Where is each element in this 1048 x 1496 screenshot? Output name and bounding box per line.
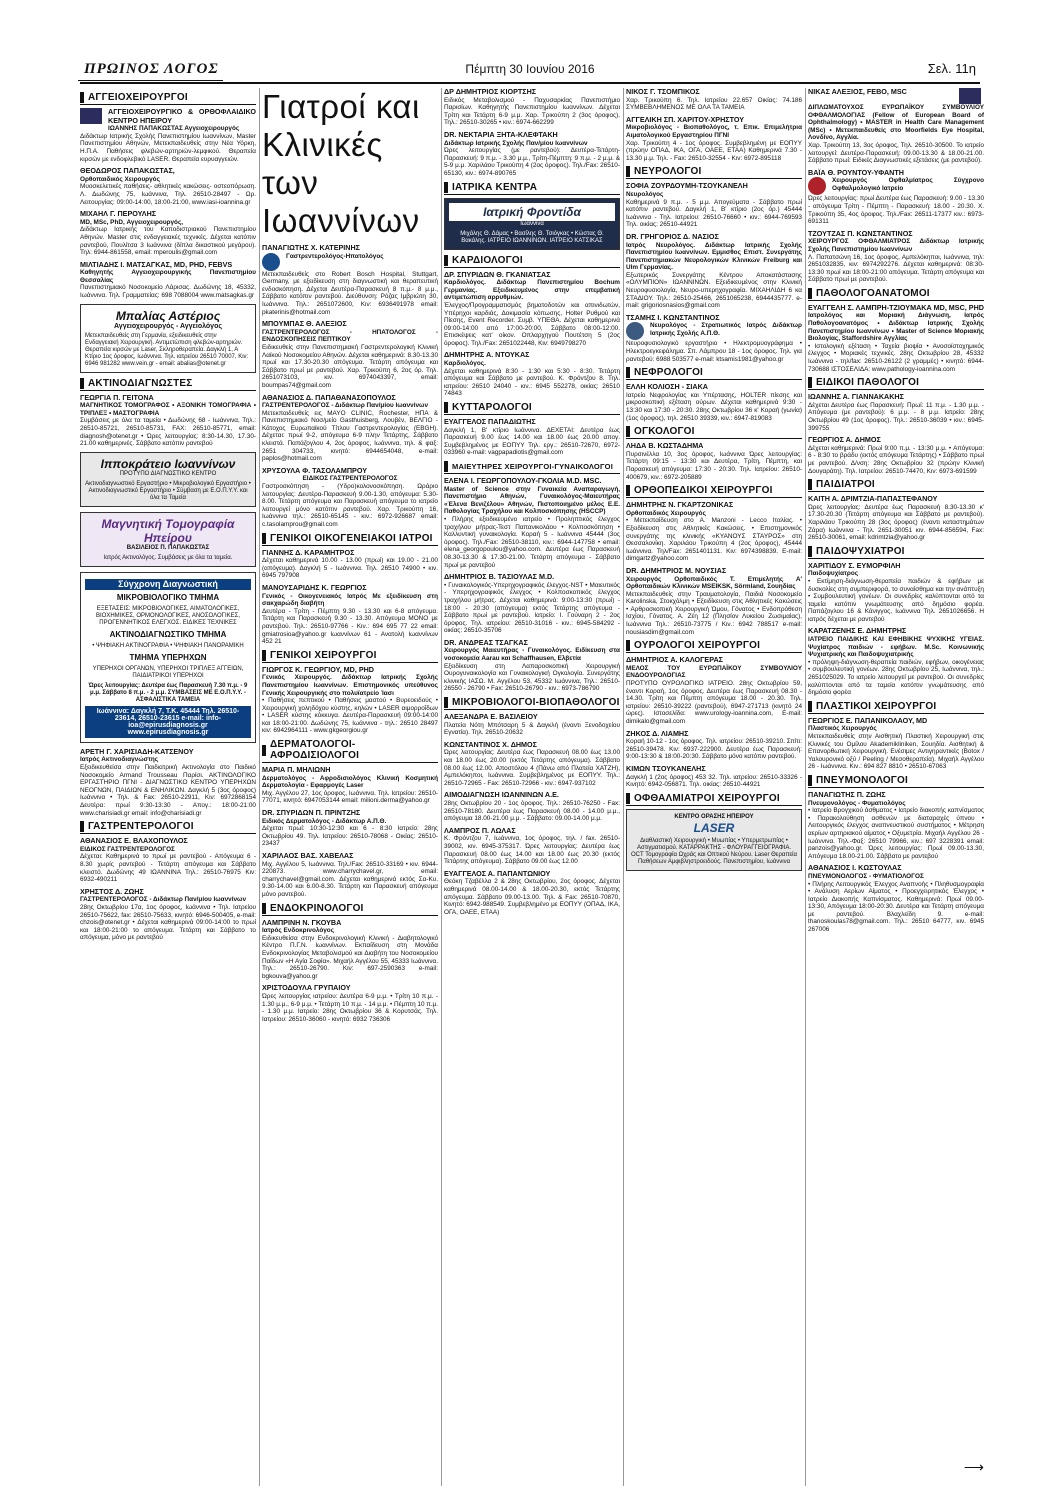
listing: ΜΑΡΙΑ Π. ΜΗΛΙΩΝΗ Δερματολόγος - Αφροδισιολόγος Κλινική Κοσμητική Δερματολογία - Εφαρμογές Laser Μιχ. Αγγέλου 27, 1ος όροφος, Ιωάννινα. Τηλ. Ιατρείου: 26510-77071, κινητό: 6947053144 email: milioni.derma@yahoo.gr: [262, 765, 438, 805]
section-header: ΝΕΥΡΟΛΟΓΟΙ: [626, 166, 802, 179]
section-header: ΜΙΚΡΟΒΙΟΛΟΓΟΙ-ΒΙΟΠΑΘΟΛΟΓΟΙ: [444, 697, 620, 710]
section-marker: [808, 479, 812, 490]
listing: ΧΡΥΣΟΥΛΑ Φ. ΤΑΣΟΛΑΜΠΡΟΥ ΕΙΔΙΚΟΣ ΓΑΣΤΡΕΝΤΕΡΟΛΟΓΟΣ Γαστροσκόπηση - (Υδρο)κολονοσκόπηση. Ωράριο λειτουργίας: Δευτέρα-Παρασκευή 9.00-1.30, απόγευμα: 5.30-8.00. Τετάρτη απόγευμα και Παρασκευή απόγευμα το ιατρείο λειτουργεί μόνο κατόπιν ραντεβού. Χαρ. Τρικούπη 16, Ιωάννινα τηλ.: 26510-65145 - κιν.: 6972-926687 email: c.tasolamprou@gmail.com: [262, 465, 438, 528]
listing: ΒΑΪΑ Θ. ΡΟΥΝΤΟΥ-ΥΦΑΝΤΗ Χειρουργός Οφθαλμίατρος Σύγχρονο Οφθαλμολογικό Ιατρείο Ώρες λειτουργίας: πρωί Δευτέρα έως Παρασκευή: 9.00 - 13.30 - απόγευμα Τρίτη - Πέμπτη - Παρασκευή: 18.00 - 20.30. Χ. Τρικούπη 35, 4ος όροφος. Τηλ./Fax: 26511-17377 κιν.: 6973-691311: [808, 167, 984, 226]
column-2: [262, 88, 438, 1486]
advertisement: Μαγνητική Τομογραφία Ηπείρου ΒΑΣΙΛΕΙΟΣ Π. ΠΑΠΑΚΩΣΤΑΣ Ιατρός Ακτινολόγος. Συμβάσεις με όλα τα ταμεία.: [80, 512, 256, 567]
listing: DR. ΑΝΔΡΕΑΣ ΤΣΑΓΚΑΣ Χειρουργός Μαιευτήρας - Γυναικολόγος. Ειδίκευση στα νοσοκομεία Aarau και Schaffhausen, Ελβετία Εξειδίκευση στη Λαπαροσκοπική Χειρουργική Ουρογυναικολογία και Γυναικολογική Ογκολογία. Συνεργάτης κλινικής ΙΑΣΩ. Μ. Αγγέλου 53, 45332 Ιωάννινα, Τηλ.: 26510-26550 - 26790 • Fax: 26510-26790 - κιν.: 6973-786790: [444, 637, 620, 693]
page-title: Γιατροί και Κλινικές των Ιωαννίνων: [262, 88, 420, 239]
listing: ΔΡ. ΣΠΥΡΙΔΩΝ Θ. ΓΚΑΝΙΑΤΣΑΣ Καρδιολόγος. Διδάκτωρ Πανεπιστημίου Bochum Γερμανίας. Εξειδικευμένος στην επεμβατική αντιμετώπιση αρρυθμιών. Έλεγχος/Προγραμματισμός βηματοδοτών και απινιδωτών, Υπέρηχοι καρδιάς, Δοκιμασία κόπωσης, Holter Ρυθμού και Πίεσης, Event Recorder. Συμβ. ΥΠΕΘΑ. Δέχεται καθημερινά 09:00-14:00 από 17:00-20:00, Σάββατο 08:00-12:00. Επισκέψεις κατ' οίκον. Οπλαρχηγού Πουτέτση 5 (2ος όροφος). Τηλ./Fax: 2651022448, Κιν: 6949798270: [444, 269, 620, 347]
section-header: ΟΦΘΑΛΜΙΑΤΡΟΙ ΧΕΙΡΟΥΡΓΟΙ: [626, 793, 802, 806]
section-header: ΓΑΣΤΡΕΝΤΕΡΟΛΟΓΟΙ: [80, 821, 256, 834]
section-marker: [626, 367, 630, 378]
section-marker: [626, 166, 630, 177]
section-marker: [262, 533, 266, 544]
listing: ΓΕΩΡΓΙΑ Π. ΓΕΙΤΟΝΑ ΜΑΓΝΗΤΙΚΟΣ ΤΟΜΟΓΡΑΦΟΣ • ΑΞΟΝΙΚΗ ΤΟΜΟΓΡΑΦΙΑ • ΤΡΙΠΛΕΞ • ΜΑΣΤΟΓΡΑΦΙΑ Συμβάσεις με όλα τα ταμεία • Δωδώνης 68 - Ιωάννινα, Τηλ.: 26510-85721, 26510-85731, FAX: 26510-85771, email: diagnosh@otenet.gr • Ώρες λειτουργίας: 8:30-14.30, 17.30-21.00 καθημερινές. Σάββατο κατόπιν ραντεβού: [80, 392, 256, 448]
advertisement: Σύγχρονη Διαγνωστική ΜΙΚΡΟΒΙΟΛΟΓΙΚΟ ΤΜΗΜΑ ΕΞΕΤΑΣΕΙΣ: ΜΙΚΡΟΒΙΟΛΟΓΙΚΕΣ, ΑΙΜΑΤΟΛΟΓΙΚΕΣ, ΒΙΟΧΗΜΙΚΕΣ, ΟΡΜΟΝΟΛΟΓΙΚΕΣ, ΑΝΟΣΟΛΟΓΙΚΕΣ, ΠΡΟΓΕΝΝΗΤΙΚΟΣ ΕΛΕΓΧΟΣ. ΕΙΔΙΚΕΣ ΤΕΧΝΙΚΕΣ ΑΚΤΙΝΟΔΙΑΓΝΩΣΤΙΚΟ ΤΜΗΜΑ • ΨΗΦΙΑΚΗ ΑΚΤΙΝΟΓΡΑΦΙΑ • ΨΗΦΙΑΚΗ ΠΑΝΟΡΑΜΙΚΗ ΤΜΗΜΑ ΥΠΕΡΗΧΩΝ ΥΠΕΡΗΧΟΙ ΟΡΓΑΝΩΝ, ΥΠΕΡΗΧΟΙ ΤΡΙΠΛΕΞ ΑΓΓΕΙΩΝ, ΠΑΙΔΙΑΤΡΙΚΟΙ ΥΠΕΡΗΧΟΙ Ώρες λειτουργίας: Δευτέρα έως Παρασκευή 7.30 π.μ. - 9 μ.μ. Σάββατο 8 π.μ. - 2 μ.μ. ΣΥΜΒΑΣΕΙΣ ΜΕ Ε.Ο.Π.Υ.Υ. - ΑΣΦΑΛΙΣΤΙΚΑ ΤΑΜΕΙΑ Ιωάννινα: Δαγκλή 7, Τ.Κ. 45444 Τηλ. 26510-23614, 26510-23615 e-mail: info-ioa@epirusdiagnosis.gr www.epirusdiagnosis.gr: [80, 572, 256, 743]
listing: ΠΑΝΑΓΙΩΤΗΣ Χ. ΚΑΤΕΡΙΝΗΣ Γαστρεντερολόγος-Ηπατολόγος Μετεκπαιδευθείς στο Robert Bosch Hospital, Stuttgart, Germany, με εξειδίκευση στη διαγνωστική και θεραπευτική ενδοσκόπηση. Δέχεται Δευτέρα-Παρασκευή 8 π.μ.- 8 μ.μ., Σάββατο κατόπιν ραντεβού. Διεύθυνση: Ρόζας Ιμβριώτη 30, Ιωάννινα. Τηλ.: 2651072600, Κιν: 6936491978 email: pkaterinis@hotmail.com: [262, 243, 438, 316]
section-marker: [80, 378, 84, 389]
section-header: ΕΙΔΙΚΟΙ ΠΑΘΟΛΟΓΟΙ: [808, 377, 984, 390]
section-marker: [808, 377, 812, 388]
column-divider: [259, 88, 260, 1486]
listing: ΚΩΝΣΤΑΝΤΙΝΟΣ Χ. ΔΗΜΟΣ Ώρες λειτουργίας: Δευτέρα έως Παρασκευή 08.00 έως 13.00 και 18.00 έως 20.00 (εκτός Τετάρτης απόγευμα). Σάββατο 08.00 έως 12.00. Αποστόλου 4 (Πάνω από Πλατεία ΧΑΤΖΗ), Αμπελόκηποι, Ιωάννινα. Συμβεβλημένος με ΕΟΠΥΥ. Τηλ.: 26510-72965 - Fax: 26510-72966 - κιν.: 6947-937102: [444, 739, 620, 787]
section-marker: [444, 182, 448, 193]
section-header: ΓΕΝΙΚΟΙ ΧΕΙΡΟΥΡΓΟΙ: [262, 650, 438, 663]
section-header: ΠΝΕΥΜΟΝΟΛΟΓΟΙ: [808, 775, 984, 788]
newspaper-title: ΠΡΩΙΝΟΣ ΛΟΓΟΣ: [84, 61, 219, 77]
listing: ΑΘΑΝΑΣΙΟΣ Ι. ΚΩΣΤΟΥΛΑΣ ΠΝΕΥΜΟΝΟΛΟΓΟΣ - ΦΥΜΑΤΙΟΛΟΓΟΣ • Πλήρης Λειτουργικός Έλεγχος Αναπνοής • Πληθυσμογραφία • Ανάλυση Αερίων Αίματος • Προεγχειρητικός Έλεγχος • Ιατρείο Διακοπής Καπνίσματος. Καθημερινά: Πρωί 09.00-13:30, Απόγευμα 18:00-20:30. Δευτέρα και Τετάρτη απόγευμα με ραντεβού. Βλαχλείδη 9. e-mail: thanoskoulas78@gmail.com. Τηλ.: 26510 64777, κιν. 6945 267006: [808, 863, 984, 934]
listing: ΔΗΜΗΤΡΗΣ Α. ΝΤΟΥΚΑΣ Καρδιολόγος. Δέχεται καθημερινά 8:30 - 1:30 και 5:30 - 8:30. Τετάρτη απόγευμα και Σάββατο με ραντεβού. Κ. Φρόντζου 8. Τηλ. ιατρείου: 26510 24040 - κιν.: 6945 552278, οικίας: 26510 74843: [444, 350, 620, 398]
listing: ΕΥΑΓΓΕΛΟΣ ΠΑΠΑΔΙΩΤΗΣ Δαγκλή 1, Β' κτίριο Ιωάννινα. ΔΕΧΕΤΑΙ: Δευτέρα έως Παρασκευή 9.00 έως 14.00 και 18.00 έως 20.00 απογ. Συμβεβλημένος με ΕΟΠΥΥ Τηλ. εργ.: 26510-72670, 6972-033960 e-mail: vagpapadiotis@gmail.com: [444, 417, 620, 457]
page-number: Σελ. 11η: [927, 61, 976, 76]
listing: ΕΥΑΓΓΕΛΟΣ Α. ΠΑΠΑΝΤΩΝΙΟΥ Θεόκη Τζαβέλλα 2 & 28ης Οκτωβρίου, 2ος όροφος. Δέχεται καθημερινά 08.00-14.00 & 18.00-20.30, εκτός Τετάρτης απόγευμα. Σάββατο 09.00-13.00. Τηλ. & Fax: 26510-70870, Κινητό: 6942-988549. Συμβεβλημένο με ΕΟΠΥΥ (ΟΠΑΔ, ΙΚΑ, ΟΓΑ, ΟΑΕΕ, ΕΤΑΑ): [444, 868, 620, 916]
section-header: ΔΕΡΜΑΤΟΛΟΓΟΙ-ΑΦΡΟΔΙΣΙΟΛΟΓΟΙ: [262, 739, 438, 763]
listing: ΧΑΡΙΛΑΟΣ ΒΑΣ. ΧΑΒΕΛΑΣ Μιχ. Αγγέλου 5, Ιωάννινα. Τηλ./Fax: 26510-33169 • κιν. 6944-220873. www.charrychavel.gr, email: charrychavel@gmail.com. Δέχεται καθημερινά εκτός Σα-Κυ. 9.30-14.00 και 6.00-8.30. Τετάρτη και Παρασκευή απόγευμα μόνο ραντεβού.: [262, 851, 438, 898]
section-marker: [80, 821, 84, 832]
section-header: ΑΓΓΕΙΟΧΕΙΡΟΥΡΓΟΙ: [80, 92, 256, 105]
section-header: ΓΕΝΙΚΟΙ ΟΙΚΟΓΕΝΕΙΑΚΟΙ ΙΑΤΡΟΙ: [262, 533, 438, 546]
section-header: ΝΕΦΡΟΛΟΓΟΙ: [626, 367, 802, 380]
page-header: [80, 58, 980, 84]
section-marker: [626, 793, 630, 804]
listing: ΕΥΑΓΓΕΛΗ Σ. ΛΑΜΠΡΗ-ΤΖΙΟΥΜΑΚΑ MD, MSC, PHD Ιατρολόγος και Μοριακή Διάγνωση, Ιατρός Παθολογοανατόμος • Διδάκτωρ Ιατρικής Σχολής Πανεπιστημίου Ιωαννίνων • Master of Science Μοριακής Βιολογίας, Staffordshire Αγγλίας • Ιστολογική εξέταση • Ταχεία βιοψία • Ανοσοϊστοχημικός έλεγχος • Μοριακές τεχνικές. 28ης Οκτωβρίου 28, 45332 Ιωάννινα - τηλ/fax: 26510-26122 (2 γραμμές) • κινητό: 6944-730688 ΙΣΤΟΣΕΛΙΔΑ: www.pathology-ioannina.com: [808, 302, 984, 373]
listing: ΔΡ ΔΗΜΗΤΡΙΟΣ ΚΙΟΡΤΣΗΣ Ειδικός Μεταβολισμού - Παχυσαρκίας Πανεπιστήμιο Παρισίων. Καθηγητής Πανεπιστημίου Ιωαννίνων. Δέχεται Τρίτη και Τετάρτη 6-9 μ.μ. Χαρ. Τρικούπη 2 (3ος όροφος). Τηλ.: 26510-30265 • κιν.: 6974-662299: [444, 88, 620, 127]
listing: ΛΑΜΠΡΙΝΗ Ν. ΓΚΟΥΒΑ Ιατρός Ενδοκρινολόγος Ειδικευθείσα στην Ενδοκρινολογική Κλινική - Διαβητολογικό Κέντρο Π.Γ.Ν. Ιωαννίνων. Εκπαίδευση στη Μονάδα Ενδοκρινολογίας Μεταβολισμού και Διαβήτη του Νοσοκομείου Παίδων «Η Αγία Σοφία». Μιχαήλ Αγγέλου 55, 45333 Ιωάννινα. Τηλ.: 26510-26790. Κιν: 697-2590363 e-mail: bgkouva@yahoo.gr: [262, 917, 438, 980]
section-marker: [808, 546, 812, 557]
listing: ΑΓΓΕΙΟΧΕΙΡΟΥΡΓΙΚΟ & ΟΡΘΟΦΛΑΙΔΙΚΟ ΚΕΝΤΡΟ ΗΠΕΙΡΟΥ ΙΩΑΝΝΗΣ ΠΑΠΑΚΩΣΤΑΣ Αγγειοχειρουργός Διδάκτωρ Ιατρικής Σχολής Πανεπιστημίου Ιωαννίνων, Master Πανεπιστημίου Αθηνών, Μετεκπαιδευθείς στην Νέα Υόρκη, Η.Π.Α. Παθήσεις φλεβών-αρτηριών-λεμφικού. Θεραπεία κιρσών με ενδοφλεβικό LASER. Θεραπεία ευρυαγγειών.: [80, 107, 256, 163]
column-divider: [805, 88, 806, 1486]
section-marker: [626, 640, 630, 651]
listing: ΕΛΕΝΑ Ι. ΓΕΩΡΓΟΠΟΥΛΟΥ-ΓΚΟΛΙΑ M.D. MSC. Master of Science στην Γυναικεία Αναπαραγωγή, Πανεπιστήμιο Αθηνών, Γυναικολόγος-Μαιευτήρας «Έλενα Βενιζέλου» Αθηνών, Πιστοποιημένο μέλος Ε.Ε. Παθολογίας Τραχήλου και Κολποσκόπησης (HSCCP) • Πλήρης εξειδικευμένο ιατρείο • Προληπτικός έλεγχος τραχήλου μήτρας-Τεστ Παπανικολάου • Κολποσκόπηση • Καλλυντική γυναικολογία. Κοραή 5 - Ιωάννινα 45444 (3ος όροφος). Τηλ./Fax: 26510-38110, κιν.: 6944-147758 • email: elena_georgopoulou@yahoo.com. Δευτέρα έως Παρασκευή 08.30-13.30 & 17.30-21.00. Τετάρτη απόγευμα - Σάββατο πρωί με ραντεβού: [444, 476, 620, 569]
section-marker: [80, 92, 84, 103]
section-marker: [444, 255, 448, 266]
section-marker: [808, 775, 812, 786]
listing: ΧΡΗΣΤΟΣ Δ. ΖΩΗΣ ΓΑΣΤΡΕΝΤΕΡΟΛΟΓΟΣ - Διδάκτωρ Παν/μίου Ιωαννίνων 28ης Οκτωβρίου 17α, 1ος όροφος, Ιωάννινα • Τηλ. Ιατρείου 26510-75622, fax: 26510-75633, κινητό: 6946-500405, e-mail: chzois@otenet.gr • Δέχεται καθημερινά 09:00-14:00 το πρωί και 18:00-21:00 το απόγευμα. Τετάρτη και Σάββατο το απόγευμα, μόνο με ραντεβού: [80, 886, 256, 942]
advertisement: Μπαλίας Αστέριος Αγγειοχειρουργός - Αγγειολόγος Μετεκπαιδευθείς στη Γερμανία, εξειδικευθείς στην Ενδαγγειακή Χειρουργική. Αντιμετώπιση φλεβών-αρτηριών. Θεραπεία κιρσών με Laser, Σκληροθεραπεία. Δαγκλή 1, Α Κτίριο 1ος όροφος, Ιωάννινα. Τηλ. ιατρείου 26510 70007, Κιν: 6946 981282 www.vein.gr - email: abalias@otenet.gr: [80, 304, 256, 373]
section-marker: [444, 402, 448, 413]
section-header: ΚΑΡΔΙΟΛΟΓΟΙ: [444, 255, 620, 268]
listing: ΜΑΝΟΥΣΑΡΙΔΗΣ Κ. ΓΕΩΡΓΙΟΣ Γενικός - Οικογενειακός Ιατρός Με εξειδίκευση στη σακχαρώδη διαβήτη Δευτέρα - Τρίτη - Πέμπτη 9.30 - 13.30 και 6-8 απόγευμα. Τετάρτη και Παρασκευή 9.30 - 13.30. Απόγευμα ΜΟΝΟ με ραντεβού. Τηλ.: 26510-97766 - Κιν.: 694 695 77 22 email: gmiatrosioa@yahoo.gr Ιωαννίνων 61 - Ανατολή Ιωαννίνων 452 21: [262, 582, 438, 646]
listing: ΑΙΜΟΔΙΑΓΝΩΣΗ ΙΩΑΝΝΙΝΩΝ Α.Ε. 28ης Οκτωβρίου 20 - 1ος όροφος. Τηλ.: 26510-76250 - Fax: 26510-78180. Δευτέρα έως Παρασκευή 08.00 - 14.00 μ.μ., απόγευμα 18.00-21.00 μ.μ. - Σάββατο: 09.00-14.00 μ.μ.: [444, 790, 620, 823]
section-marker: [808, 701, 812, 712]
listing: ΘΕΟΔΩΡΟΣ ΠΑΠΑΚΩΣΤΑΣ, Ορθοπαιδικός Χειρουργός Μυοσκελετικές παθήσεις- αθλητικές κακώσεις- οστεοπόρωση. Λ. Δωδώνης 75, Ιωάννινα, Τηλ. 26510-28497 - Ωρ. Λειτουργίας: 09:00-14:00, 18:00-21:00, www.iasi-ioannina.gr: [80, 166, 256, 206]
issue-date: Πέμπτη 30 Ιουνίου 2016: [465, 62, 595, 76]
section-header: ΚΥΤΤΑΡΟΛΟΓΟΙ: [444, 402, 620, 415]
section-header: ΙΑΤΡΙΚΑ ΚΕΝΤΡΑ: [444, 182, 620, 195]
listing: ΚΙΜΩΝ ΤΣΟΥΚΑΝΕΛΗΣ Δαγκλή 1 (2ος όροφος) 453 32. Τηλ. ιατρείου: 26510-33326 - Κινητό: 6942-056871. Τηλ. οικίας: 26510-44921: [626, 763, 802, 789]
listing: ΛΑΜΠΡΟΣ Π. ΛΩΛΑΣ Κ. Φρόντζου 7, Ιωάννινα, 1ος όροφος, τηλ. / fax. 26510-39002, κιν. 6945-375317. Ώρες λειτουργίας: Δευτέρα έως Παρασκευή 08.00 έως 14.00 και 18.00 έως 20.30 (εκτός Τετάρτης απόγευμα). Σάββατο 09.00 έως 12.00: [444, 825, 620, 866]
listing: ΝΙΚΑΣ ΑΛΕΞΙΟΣ, FEBO, MSC ΔΙΠΛΩΜΑΤΟΥΧΟΣ ΕΥΡΩΠΑΪΚΟΥ ΣΥΜΒΟΥΛΙΟΥ ΟΦΘΑΛΜΟΛΟΓΙΑΣ (Fellow of European Board of Ophthalmology) • MASTER in Health Care Management (MSc) • Μετεκπαιδευθείς στο Moorfields Eye Hospital, Λονδίνο, Αγγλία. Χαρ. Τρικούπη 13, 3ος όροφος, Τηλ. 26510-30500. Το ιατρείο λειτουργεί: Δευτέρα-Παρασκευή: 09.00-13.30 & 18.00-21.00. Σάββατο πρωί: Ειδικές Διαγνωστικές εξετάσεις (με ραντεβού).: [808, 88, 984, 165]
section-marker: [626, 485, 630, 496]
listing: ΓΕΩΡΓΙΟΣ Ε. ΠΑΠΑΝΙΚΟΛΑΟΥ, MD Πλαστικός Χειρουργός Μετεκπαιδευθείς στην Αισθητική Πλαστική Χειρουργική στις Κλινικές του Ομίλου Akademikliniken, Σουηδία. Αισθητική & Επανορθωτική Χειρουργική. Ενέσιμες Αντιγηραντικές (Botox / Υαλουρονικό οξύ / Peeling / Μεσοθεραπεία). Μιχαήλ Αγγέλου 26 - Ιωάννινα. Κιν.: 694 827 8810 • 26510-67063: [808, 715, 984, 771]
listing: ΤΖΟΥΤΖΑΣ Π. ΚΩΝΣΤΑΝΤΙΝΟΣ ΧΕΙΡΟΥΡΓΟΣ ΟΦΘΑΛΜΙΑΤΡΟΣ Διδάκτωρ Ιατρικής Σχολής Πανεπιστημίου Ιωαννίνων Λ. Παπατσώνη 16, 1ος όροφος, Αμπελόκηποι, Ιωάννινα, τηλ: 2651032835, κιν: 6974292276. Δέχεται καθημερινά: 08:30-13:30 πρωί και 18:00-21:00 απόγευμα. Τετάρτη απόγευμα και Σάββατο πρωί με ραντεβού.: [808, 228, 984, 284]
clinic-logo-icon: [80, 108, 102, 124]
listing: ΤΣΑΜΗΣ Ι. ΚΩΝΣΤΑΝΤΙΝΟΣ Νευρολόγος - Στρατιωτικός Ιατρός Διδάκτωρ Ιατρικής Σχολής Α.Π.Θ. Νευροφυσιολογικό εργαστήριο • Ηλεκτρομυογράφημα • Ηλεκτροεγκεφάλημα. Σπ. Λάμπρου 18 - 1ος όροφος. Τηλ. για ραντεβού: 6988 503577 e-mail: ktsamis1981@yahoo.gr: [626, 312, 802, 363]
section-header: ΟΥΡΟΛΟΓΟΙ ΧΕΙΡΟΥΡΓΟΙ: [626, 640, 802, 653]
section-header: ΑΚΤΙΝΟΔΙΑΓΝΩΣΤΕΣ: [80, 378, 256, 391]
section-header: ΕΝΔΟΚΡΙΝΟΛΟΓΟΙ: [262, 903, 438, 916]
listing: ΑΓΓΕΛΙΚΗ ΣΠ. ΧΑΡΙΤΟΥ-ΧΡΗΣΤΟΥ Μικροβιολόγος - Βιοπαθολόγος, τ. Επικ. Επιμελήτρια Αιματολογικού Εργαστηρίου ΠΓΝΙ Χαρ. Τρικούπη 4 - 1ος όροφος. Συμβεβλημένη με ΕΟΠΥΥ (πρώην ΟΠΑΔ, ΙΚΑ, ΟΓΑ, ΟΑΕΕ, ΕΤΑΑ) Καθημερινά 7.30 - 13.30 μ.μ. Τηλ. - Fax: 26510-32554 - Κιν: 6972-895118: [626, 114, 802, 162]
neurology-logo-icon: [626, 322, 644, 340]
section-header: ΜΑΙΕΥΤΗΡΕΣ ΧΕΙΡΟΥΡΓΟΙ-ΓΥΝΑΙΚΟΛΟΓΟΙ: [444, 461, 620, 474]
section-header: ΠΛΑΣΤΙΚΟΙ ΧΕΙΡΟΥΡΓΟΙ: [808, 701, 984, 714]
clinic-logo-icon: [262, 253, 280, 271]
listing: ΜΙΛΤΙΑΔΗΣ Ι. ΜΑΤΣΑΓΚΑΣ, MD, PHD, FEBVS Καθηγητής Αγγειοχειρουργικής Πανεπιστημίου Θεσσαλίας Πανεπιστημιακό Νοσοκομείο Λάρισας. Δωδώνης 18, 45332, Ιωάννινα. Τηλ. Γραμματείας: 698 7088004 www.matsagkas.gr: [80, 259, 256, 300]
section-marker: [626, 426, 630, 437]
listing: DR. ΓΡΗΓΟΡΙΟΣ Δ. ΝΑΣΙΟΣ Ιατρός Νευρολόγος. Διδάκτωρ Ιατρικής Σχολής Πανεπιστημίου Ιωαννίνων. Εμμισθος Επιστ. Συνεργάτης Πανεπιστημιακών Νευρολογικών Κλινικών Freiburg και Ulm Γερμανίας. Εξωτερικός Συνεργάτης Κέντρου Αποκατάστασης «ΟΛΥΜΠΙΟΝ» ΙΩΑΝΝΙΝΩΝ. Εξειδικευμένος στην Κλινική Νευροφυσιολογία, Νευρο-υπερηχογραφία. ΜΙΧΑΗΛΙΔΗ 6 κα ΣΤΑΔΙΟΥ. Τηλ.: 26510-25466, 2651065238, 6944435777. e-mail: grigoriosnasios@gmail.com: [626, 231, 802, 310]
listing: ΓΕΩΡΓΙΟΣ Α. ΔΗΜΟΣ Δέχεται καθημερινά: Πρωί 9:00 π.μ. - 13:30 μ.μ. • Απόγευμα: 6 - 8:30 το βράδυ (εκτός απόγευμα Τετάρτης) • Σάββατο πρωί με ραντεβού. Δ/νση: 28ης Οκτωβρίου 32 (πρώην Κλινική Δουγαράτη). Τηλ. Ιατρείου: 26510-74470, Κιν: 6973-691599: [808, 435, 984, 475]
listing: ΓΙΑΝΝΗΣ Δ. ΚΑΡΑΜΗΤΡΟΣ Δέχεται καθημερινά 10.00 - 13.00 (πρωί) και 19.00 - 21.00 (απόγευμα). Δαγκλή 5 - Ιωάννινα. Τηλ. 26510 74900 • κιν. 6945 797908: [262, 547, 438, 580]
column-divider: [623, 88, 624, 1486]
listing: ΑΘΑΝΑΣΙΟΣ Ε. ΒΛΑΧΟΠΟΥΛΟΣ ΕΙΔΙΚΟΣ ΓΑΣΤΡΕΝΤΕΡΟΛΟΓΟΣ Δέχεται: Καθημερινά το πρωί με ραντεβού - Απόγευμα 6 - 8.30 χωρίς ραντεβού - Τετάρτη απόγευμα και Σάββατο κλειστό. Δωδώνης 49 ΙΩΑΝΝΙΝΑ Τηλ.: 26510-76975 Κιν: 6932-490211: [80, 836, 256, 884]
section-header: ΟΓΚΟΛΟΓΟΙ: [626, 426, 802, 439]
eye-logo-icon: [808, 177, 826, 195]
section-header: ΟΡΘΟΠΕΔΙΚΟΙ ΧΕΙΡΟΥΡΓΟΙ: [626, 485, 802, 498]
listing: DR. ΔΗΜΗΤΡΙΟΣ Μ. ΝΟΥΣΙΑΣ Χειρουργός Ορθοπαιδικός Τ. Επιμελητής Α' Ορθοπαιδικών Κλινικών MSEIKSK, Sörmland, Σουηδίας Μετεκπαιδευθείς στην Τραυματολογία, Παιδιά Νοσοκομείο Karolinska, Στοκχόλμη • Εξειδίκευση στις Αθλητικές Κακώσεις • Αρθροσκοπική Χειρουργική Ώμου, Γόνατος • Ενδοπρόθεση Ισχίου, Γόνατος. Α. Ζέη 12 (Πλησίον Λυκείου Ζωσιμαίας), Ιωάννινα Τηλ.: 26510-73775 / Κιν.: 6942 788517 e-mail: nousiasdim@gmail.com: [626, 565, 802, 636]
listing: ΑΛΕΞΑΝΔΡΑ Ε. ΒΑΣΙΛΕΙΟΥ Πλατεία Νότη Μπότσαρη 5 & Δαγκλή (έναντι Ξενοδοχείου Εγνατία). Τηλ. 26510-20632: [444, 712, 620, 737]
listing: ΛΗΔΑ Β. ΚΩΣΤΑΔΗΜΑ Πυρσινέλλα 10, 3ος όροφος, Ιωάννινα Ώρες λειτουργίας: Τετάρτη 09:15 - 13:30 και Δευτέρα, Τρίτη, Πέμπτη, και Παρασκευή απόγευμα: 17:30 - 20:30. Τηλ. Ιατρείου: 26510-400679, κιν.: 6972-205889: [626, 441, 802, 481]
listing: ΜΠΟΥΜΠΑΣ Θ. ΑΛΕΞΙΟΣ ΓΑΣΤΡΕΝΤΕΡΟΛΟΓΟΣ - ΗΠΑΤΟΛΟΓΟΣ - ΕΝΔΟΣΚΟΠΗΣΕΙΣ ΠΕΠΤΙΚΟΥ Ειδικευθείς στην Πανεπιστημιακή Γαστρεντερολογική Κλινική Λαϊκού Νοσοκομείου Αθηνών. Δέχεται καθημερινά: 8.30-13.30 πρωί και 17.30-20.30 απόγευμα. Τετάρτη απόγευμα και Σάββατο πρωί με ραντεβού. Χαρ. Τρικούπη 6, 2ος όρ. Τηλ. 2651073103, κιν. 6974043397, email: boumpas74@gmail.com: [262, 319, 438, 389]
listing: ΚΑΙΤΗ Α. ΔΡΙΜΤΖΙΑ-ΠΑΠΑΣΤΕΦΑΝΟΥ Ώρες λειτουργίας: Δευτέρα έως Παρασκευή 8.30-13.30 κ' 17.30-20.30 (Τετάρτη απόγευμα και Σάββατο με ραντεβού). Χαριλάου Τρικούπη 28 (3ος όροφος) (έναντι καταστημάτων Ζάρα) Ιωάννινα - Τηλ. 2651-30051 κιν. 6944-856594, Fax: 26510-30061, email: kdrimtzia@yahoo.gr: [808, 494, 984, 542]
section-marker: [262, 650, 266, 661]
section-marker: [444, 461, 448, 472]
listing: ΠΑΝΑΓΙΩΤΗΣ Π. ΖΩΗΣ Πνευμονολόγος - Φυματιολόγος • Ιατρείο Βρογχικού άσθματος • Ιατρείο διακοπής καπνίσματος • Παρακολούθηση ασθενών με διαταραχές ύπνου • Λειτουργικός έλεγχος αναπνευστικού συστήματος • Μέτρηση αερίων αρτηριακού αίματος • Οξυμετρία. Μιχαήλ Αγγέλου 26 - Ιωάννινα. Τηλ.-Φαξ: 26510 79966, κιν.: 697 3228391 email: panzois@yahoo.gr. Ώρες λειτουργίας: Πρωί 09.00-13.30, Απόγευμα 18.00-21.00. Σάββατο με ραντεβού: [808, 789, 984, 860]
section-header: ΠΑΙΔΙΑΤΡΟΙ: [808, 479, 984, 492]
listing: ΔΗΜΗΤΡΗΣ Ν. ΓΚΑΡΤΖΟΝΙΚΑΣ Ορθοπαιδικός Χειρουργός • Μετεκπαίδευση στο A. Manzoni - Lecco Ιταλίας. • Εξειδίκευση στις Αθλητικές Κακώσεις. • Επιστημονικός συνεργάτης της κλινικής «ΚΥΑΝΟΥΣ ΣΤΑΥΡΟΣ» στη Θεσσαλονίκη. Χαριλάου Τρικούπη 4 (2ος όροφος), 45444 Ιωάννινα. Τηλ/Fax: 2651401131. Κιν: 6974398839. E-mail: dimgartz@yahoo.com: [626, 500, 802, 563]
advertisement: Ιπποκράτειο Ιωαννίνων ΠΡΟΤΥΠΟ ΔΙΑΓΝΩΣΤΙΚΟ ΚΕΝΤΡΟ Ακτινοδιαγνωστικό Εργαστήριο • Μικροβιολογικό Εργαστήριο • Ακτινοδιαγνωστικό Εργαστήριο • Σύμβαση με Ε.Ο.Π.Υ.Υ. και όλα τα Ταμεία: [80, 452, 256, 507]
listing: ΓΙΩΡΓΟΣ Κ. ΓΕΩΡΓΙΟΥ, MD, PHD Γενικός Χειρουργός. Διδάκτωρ Ιατρικής Σχολής Πανεπιστημίου Ιωαννίνων. Επιστημονικός υπεύθυνος Γενικής Χειρουργικής στο πολυϊατρείο Ίασι • Παθήσεις πεπτικού • Παθήσεις μαστού • Βυρεοειδούς • Χειρουργική χοληδόχου κύστης, κηλών • LASER αιμορροΐδων • LASER κύστης κόκκυγα. Δευτέρα-Παρασκευή 09:00-14:00 και 18:00-21:00. Δωδώνης 75, Ιωάννινα - τηλ.: 26510 28497 κιν: 6942964111 - www.gkgeorgiou.gr: [262, 664, 438, 735]
eye-clinic-logo-icon: [959, 88, 981, 104]
listing: ΧΑΡΙΤΙΔΟΥ Σ. ΕΥΜΟΡΦΙΛΗ Παιδοψυχίατρος • Εκτίμηση-διάγνωση-θεραπεία παιδιών & εφήβων με δυσκολίες στη συμπεριφορά, το συναίσθημα και την ανάπτυξη • Συμβουλευτική γονέων. Οι συνεδρίες καλύπτονται από τα ταμεία κατόπιν γνωμάτευσης από δημόσιο φορέα. Παπάζογλου 16 & Κάνιγγος, Ιωάννινα Τηλ. 2651026656. Η ιατρός δέχεται με ραντεβού: [808, 560, 984, 623]
section-header: ΠΑΙΔΟΨΥΧΙΑΤΡΟΙ: [808, 546, 984, 559]
advertisement: Ιατρική Φροντίδα Ιωάννινα Μιχάλης Θ. Δάμας • Βασίλης Θ. Τσιόγκας • Κώστας Θ. Βακάλης. ΙΑΤΡΕΙΟ ΙΩΑΝΝΙΝΩΝ. ΙΑΤΡΕΙΟ ΚΑΤΣΙΚΑΣ: [444, 198, 620, 250]
listing: ΜΙΧΑΗΛ Γ. ΠΕΡΟΥΛΗΣ MD, MSc, PhD, Αγγειοχειρουργός, Διδάκτωρ Ιατρικής του Καποδιστριακού Πανεπιστημίου Αθηνών. Master στις ενδαγγειακές τεχνικές. Δέχεται κατόπιν ραντεβού, Πουλίτσα 3 Ιωάννινα (δίπλα δικαστικού μεγάρου). Τηλ: 6944-861558, email: mperoulis@gmail.com: [80, 209, 256, 257]
listing: ΝΙΚΟΣ Γ. ΤΣΟΜΠΙΚΟΣ Χαρ. Τρικούπη 6. Τηλ. Ιατρείου 22.657 Οικίας: 74.186 ΣΥΜΒΕΒΛΗΜΕΝΟΣ ΜΕ ΟΛΑ ΤΑ ΤΑΜΕΙΑ: [626, 88, 802, 112]
listing: ΕΛΛΗ ΚΟΛΙΟΣΗ - ΣΙΑΚΑ Ιατρείο Νεφρολογίας και Υπέρτασης, HOLTER πίεσης και μικροσκοπική εξέταση ούρων. Δέχεται καθημερινά 9:30 - 13:30 και 17:30 - 20:30. 28ης Οκτωβρίου 36 κ' Κοραή (γωνία) (1ος όροφος), τηλ. 26510 39339, κιν.: 6947-819083: [626, 382, 802, 422]
listing: ΣΟΦΙΑ ΖΟΥΡΔΟΥΜΗ-ΤΣΟΥΚΑΝΕΛΗ Νευρολόγος Καθημερινά 9 π.μ. - 5 μ.μ. Απογεύματα - Σάββατο πρωί κατόπιν ραντεβού. Δαγκλή 1, Β' κτίριο (2ος όρ.) 45444 Ιωάννινα - Τηλ. Ιατρείου: 26510-76660 • κιν.: 6944-769593 Τηλ. οικίας: 26510-44921: [626, 181, 802, 229]
section-marker: [444, 697, 448, 708]
listing: ΧΡΙΣΤΟΔΟΥΛΑ ΓΡΥΠΑΙΟΥ Ώρες λειτουργίας ιατρείου: Δευτέρα 6-9 μ.μ. • Τρίτη 10 π.μ. - 1.30 μ.μ., 6-9 μ.μ. • Τετάρτη 10 π.μ. - 14 μ.μ. • Πέμπτη 10 π.μ. - 1.30 μ.μ. Ιατρείο: 28ης Οκτωβρίου 36 & Κορυτσάς. Τηλ. Ιατρείου: 26510-36060 - κινητό: 6932 736306: [262, 983, 438, 1023]
column-3: [444, 88, 620, 1486]
listing: DR. ΝΕΚΤΑΡΙΑ ΞΗΤΑ-ΚΛΕΦΤΑΚΗ Διδάκτωρ Ιατρικής Σχολής Παν/μίου Ιωαννίνων Ώρες λειτουργίας (με ραντεβού): Δευτέρα-Τετάρτη-Παρασκευή: 9 π.μ. - 3.30 μ.μ., Τρίτη-Πέμπτη: 9 π.μ. - 2 μ.μ. & 5-9 μ.μ. Χαριλάου Τρικούπη 4 (2ος όροφος). Τηλ./Fax: 26510-65130, κιν.: 6974-890765: [444, 129, 620, 177]
listing: ΙΩΑΝΝΗΣ Α. ΓΙΑΝΝΑΚΑΚΗΣ Δέχεται Δευτέρα έως Παρασκευή: Πρωί: 11 π.μ. - 1.30 μ.μ. - Απόγευμα (με ραντεβού): 6 μ.μ. - 8 μ.μ. Ιατρείο: 28ης Οκτωβρίου 49 (1ος όροφος). Τηλ.: 26510-36039 • κιν.: 6945-399755: [808, 392, 984, 432]
column-4: [626, 88, 802, 1486]
continue-arrow-icon: ⟶: [963, 1459, 984, 1475]
listing: ΖΗΚΟΣ Δ. ΛΙΑΜΗΣ Κοραή 10-12 - 1ος όροφος. Τηλ. ιατρείου: 26510-39210. Σπίτι: 26510-39478. Κιν: 6937-222900. Δευτέρα έως Παρασκευή: 9:00-13:30 & 18:00-20:30. Σάββατο μόνο κατόπιν ραντεβού.: [626, 728, 802, 761]
advertisement: ΚΕΝΤΡΟ ΟΡΑΣΗΣ ΗΠΕΙΡΟΥ LASER Διαθλαστική Χειρουργική • Μυωπίας • Υπερμετρωπίας • Αστιγματισμού. ΚΑΤΑΡΡΑΚΤΗΣ - ΦΛΟΥΡΑΓΓΕΙΟΓΡΑΦΙΑ. OCT Τομογραφία Ωχράς και Οπτικού Νεύρου. Laser Θεραπεία Παθήσεων Αμφιβληστροειδούς. Πανεπιστημίου, Ιωάννινα: [626, 809, 802, 871]
listing: ΚΑΡΑΤΖΕΝΗΣ Ε. ΔΗΜΗΤΡΗΣ ΙΑΤΡΕΙΟ ΠΑΙΔΙΚΗΣ ΚΑΙ ΕΦΗΒΙΚΗΣ ΨΥΧΙΚΗΣ ΥΓΕΙΑΣ. Ψυχίατρος παιδιών - εφήβων. Μ.Sc. Κοινωνικής Ψυχιατρικής και Παιδοψυχιατρικής • πρόληψη-διάγνωση-θεραπεία παιδιών, εφήβων, οικογένειας • συμβουλευτική γονέων. 28ης Οκτωβρίου 25, Ιωάννινα, τηλ.: 2651025029. Το ιατρείο λειτουργεί με ραντεβού. Οι συνεδρίες καλύπτονται από τα ταμεία κατόπιν γνωμάτευσης από δημόσιο φορέα: [808, 626, 984, 697]
listing: ΑΡΕΤΗ Γ. ΧΑΡΙΣΙΑΔΗ-ΚΑΤΣΕΝΟΥ Ιατρός Ακτινοδιαγνώστης Εξειδικευθείσα στην Παιδιατρική Ακτινολογία στο Παιδικό Νοσοκομείο Armand Trousseau Παρίσι. ΑΚΤΙΝΟΛΟΓΙΚΟ ΕΡΓΑΣΤΗΡΙΟ ΠΓΝΙ - ΔΙΑΓΝΩΣΤΙΚΟ ΚΕΝΤΡΟ ΥΠΕΡΗΧΩΝ ΝΕΟΓΝΩΝ, ΠΑΙΔΙΩΝ & ΕΝΗΛΙΚΩΝ. Δαγκλή 5 (3ος όροφος) Ιωάννινα • Τηλ. & Fax: 26510-22911, Κιν: 6972868154 Δευτέρα: πρωί 9:30-13:30 - Απογ.: 18:00-21:00 www.charisiadi.gr email: info@charisiadi.gr: [80, 746, 256, 817]
column-divider: [441, 88, 442, 1486]
listing: ΔΗΜΗΤΡΙΟΣ Β. ΤΑΣΙΟΥΛΑΣ M.D. • Γυναικολογικός-Υπερηχογραφικός έλεγχος-NST • Μαιευτικός - Υπερηχογραφικός έλεγχος • Κολποσκοπικός έλεγχος τραχήλου μήτρας. Δέχεται καθημερινά: 9:00-13:30 (πρωί) - 18:00 - 20:30 (απόγευμα) εκτός Τετάρτης απόγευμα - Σάββατο πρωί με ραντεβού. Ιατρείο: Ι. Γούναρη 2 - 2ος όροφος. Τηλ. ιατρείου: 26510-31016 - κιν.: 6945-584292 - οικίας: 26510-35706: [444, 572, 620, 635]
section-header: ΠΑΘΟΛΟΓΟΑΝΑΤΟΜΟΙ: [808, 288, 984, 301]
section-marker: [262, 745, 266, 756]
column-1: [80, 88, 256, 1486]
section-marker: [808, 288, 812, 299]
column-5: [808, 88, 984, 1486]
section-marker: [262, 903, 266, 914]
listing: ΑΘΑΝΑΣΙΟΣ Δ. ΠΑΠΑΘΑΝΑΣΟΠΟΥΛΟΣ ΓΑΣΤΡΕΝΤΕΡΟΛΟΓΟΣ - Διδάκτωρ Παν/μίου Ιωαννίνων Μετεκπαιδευθείς εις MAYO CLINIC, Rochester, ΗΠΑ & Πανεπιστημιακό Νοσ/μείο Gasthuisberg, Λουβέν, ΒΕΛΓΙΟ - Κάτοχος Ευρωπαϊκού Τίτλου Γαστρεντερολογίας (EBGH). Δέχεται: πρωί 9-2, απόγευμα 6-9 πλην Τετάρτης, Σάββατο κλειστά. Παπάζογλου 4, 2ος όροφος, Ιωάννινα, τηλ. & φαξ: 2651 304733, κινητό: 6944654048, e-mail: paplos@hotmail.com: [262, 392, 438, 463]
listing: DR. ΣΠΥΡΙΔΩΝ Π. ΠΡΙΝΤΖΗΣ Ειδικός Δερματολόγος - Διδάκτωρ Α.Π.Θ. Δέχεται πρωί: 10:30-12:30 και 6 - 8:30 Ιατρείο: 28ης Οκτωβρίου 49. Τηλ. Ιατρείου: 26510-78068 - Οικίας: 26510-23437: [262, 808, 438, 848]
listing: ΔΗΜΗΤΡΙΟΣ Α. ΚΑΛΟΓΕΡΑΣ ΜΕΛΟΣ ΤΟΥ ΕΥΡΩΠΑΪΚΟΥ ΣΥΜΒΟΥΛΙΟΥ ΕΝΔΟΟΥΡΟΛΟΓΙΑΣ ΠΡΟΤΥΠΟ ΟΥΡΟΛΟΓΙΚΟ ΙΑΤΡΕΙΟ. 28ης Οκτωβρίου 59, έναντι Κοραή, 1ος όροφος. Δευτέρα έως Παρασκευή 08.30 - 14.30. Τρίτη και Πέμπτη απόγευμα 18.00 - 20.30. Τηλ. ιατρείου: 26510-39222 (ραντεβού), 6947-271713 (κινητό 24 ώρες). Ιστοσελίδα: www.urology-ioannina.com, E-mail: dimikalo@gmail.com: [626, 655, 802, 725]
